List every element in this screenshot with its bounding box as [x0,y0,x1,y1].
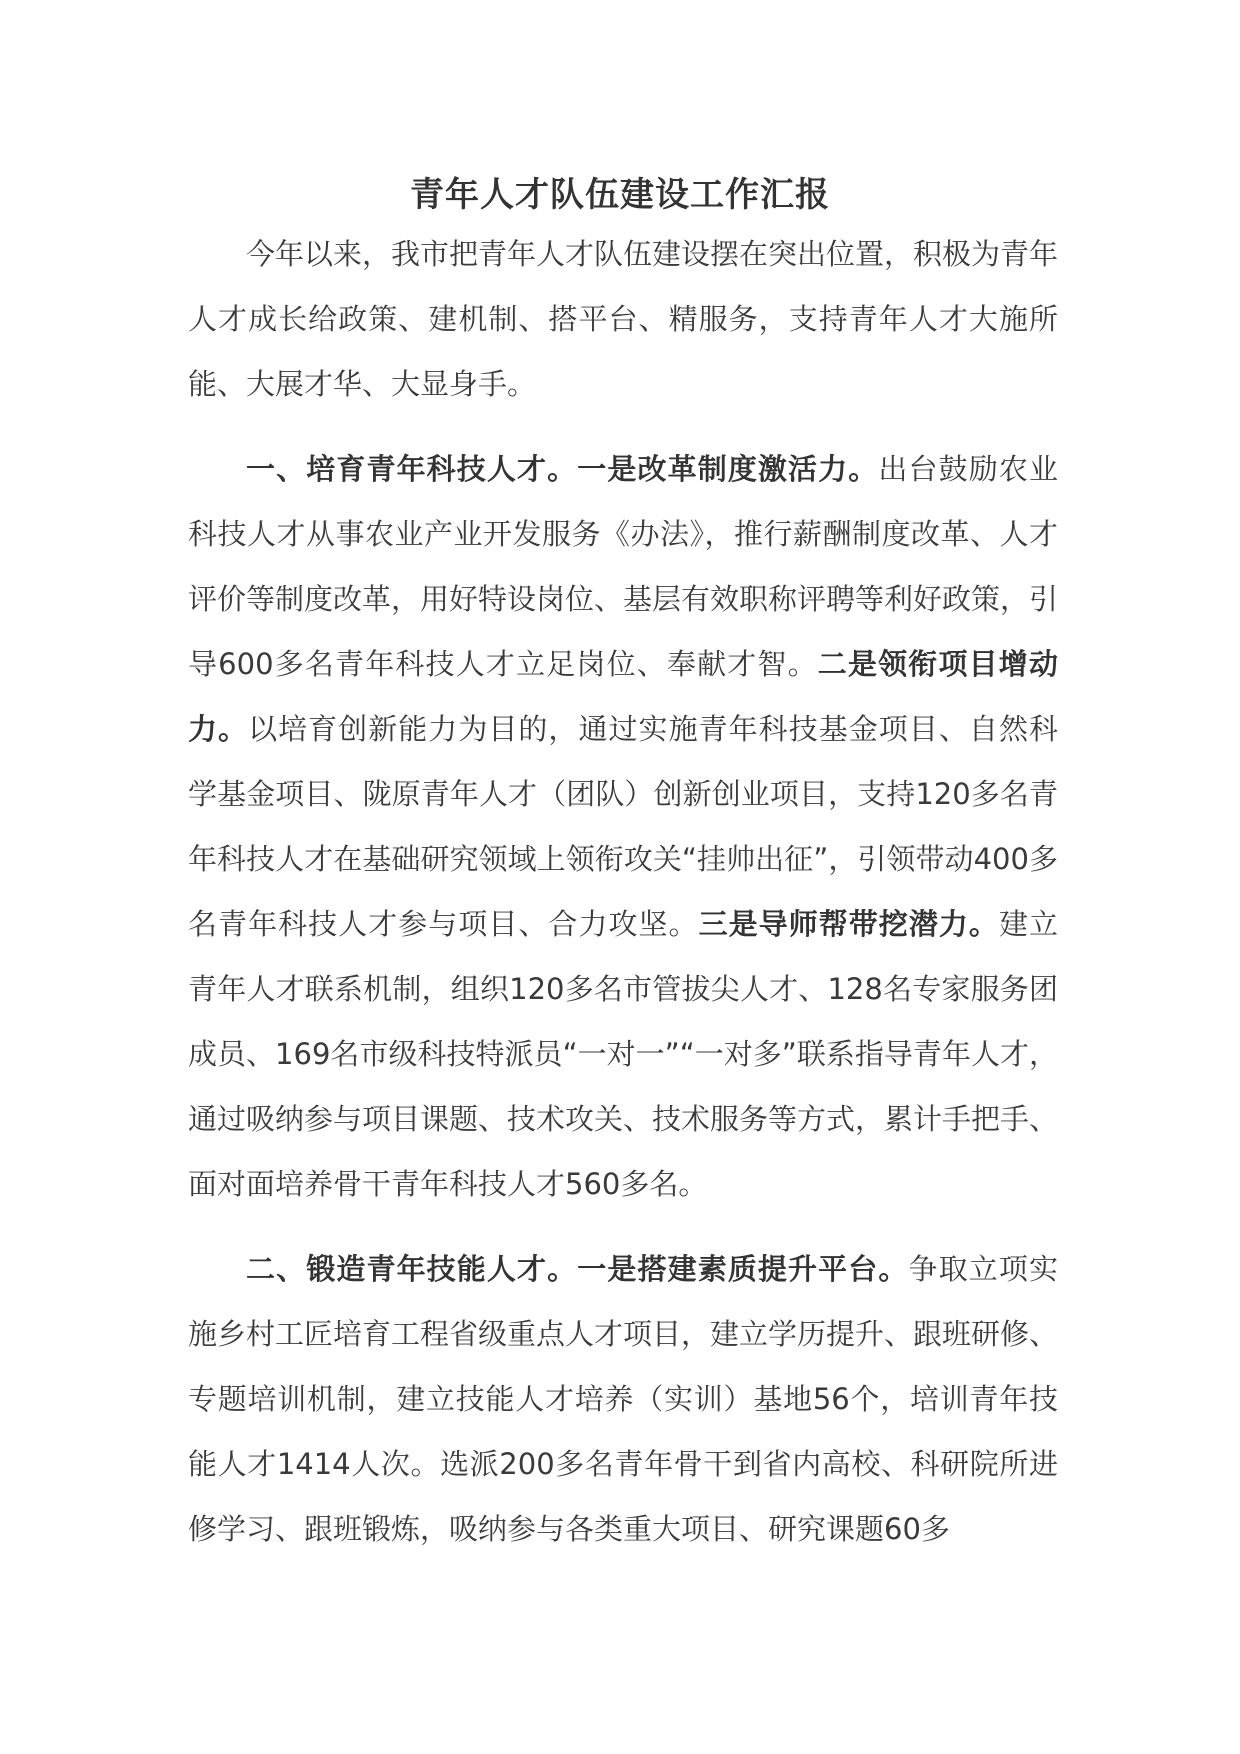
section-2-paragraph [188,1237,1058,1562]
section-2-item-1-label: 一是搭建素质提升平台。 [577,1252,909,1286]
section-1-item-3-text: 建立青年人才联系机制，组织120多名市管拔尖人才、128名专家服务团成员、169名市级科技特派员“一对一”“一对多”联系指导青年人才，通过吸纳参与项目课题、技术攻关、技术服务等方式，累计手把手、面对面培养骨干青年科技人才560多名。 [188,907,1059,1201]
section-1-item-1-text: 出台鼓励农业科技人才从事农业产业开发服务《办法》，推行薪酬制度改革、人才评价等制度改革，用好特设岗位、基层有效职称评聘等利好政策，引导600多名青年科技人才立足岗位、奉献才智。 [188,452,1059,681]
intro-paragraph: 今年以来，我市把青年人才队伍建设摆在突出位置，积极为青年人才成长给政策、建机制、搭平台、精服务，支持青年人才大施所能、大展才华、大显身手。 [188,237,1059,401]
section-2-heading: 二、锻造青年技能人才。 [246,1252,578,1286]
section-1-item-2-label: 二是领衔项目增动力。 [188,647,1058,746]
document-title: 青年人才队伍建设工作汇报 [410,175,830,215]
section-1-item-2-text: 以培育创新能力为目的，通过实施青年科技基金项目、自然科学基金项目、陇原青年人才（团队）创新创业项目，支持120多名青年科技人才在基础研究领域上领衔攻关“挂帅出征”，引领带动400多名青年科技人才参与项目、合力攻坚。 [188,712,1058,941]
section-1-item-3-label: 三是导师帮带挖潜力。 [698,907,999,941]
section-1-heading: 一、培育青年科技人才。 [246,452,578,486]
document-body [188,222,1058,1562]
section-1-item-1-label: 一是改革制度激活力。 [577,452,879,486]
section-2-item-1-text: 争取立项实施乡村工匠培育工程省级重点人才项目，建立学历提升、跟班研修、专题培训机制，建立技能人才培养（实训）基地56个，培训青年技能人才1414人次。选派200多名青年骨干到省内高校、科研院所进修学习、跟班锻炼，吸纳参与各类重大项目、研究课题60多 [188,1252,1059,1546]
section-1-paragraph [188,437,1058,1217]
